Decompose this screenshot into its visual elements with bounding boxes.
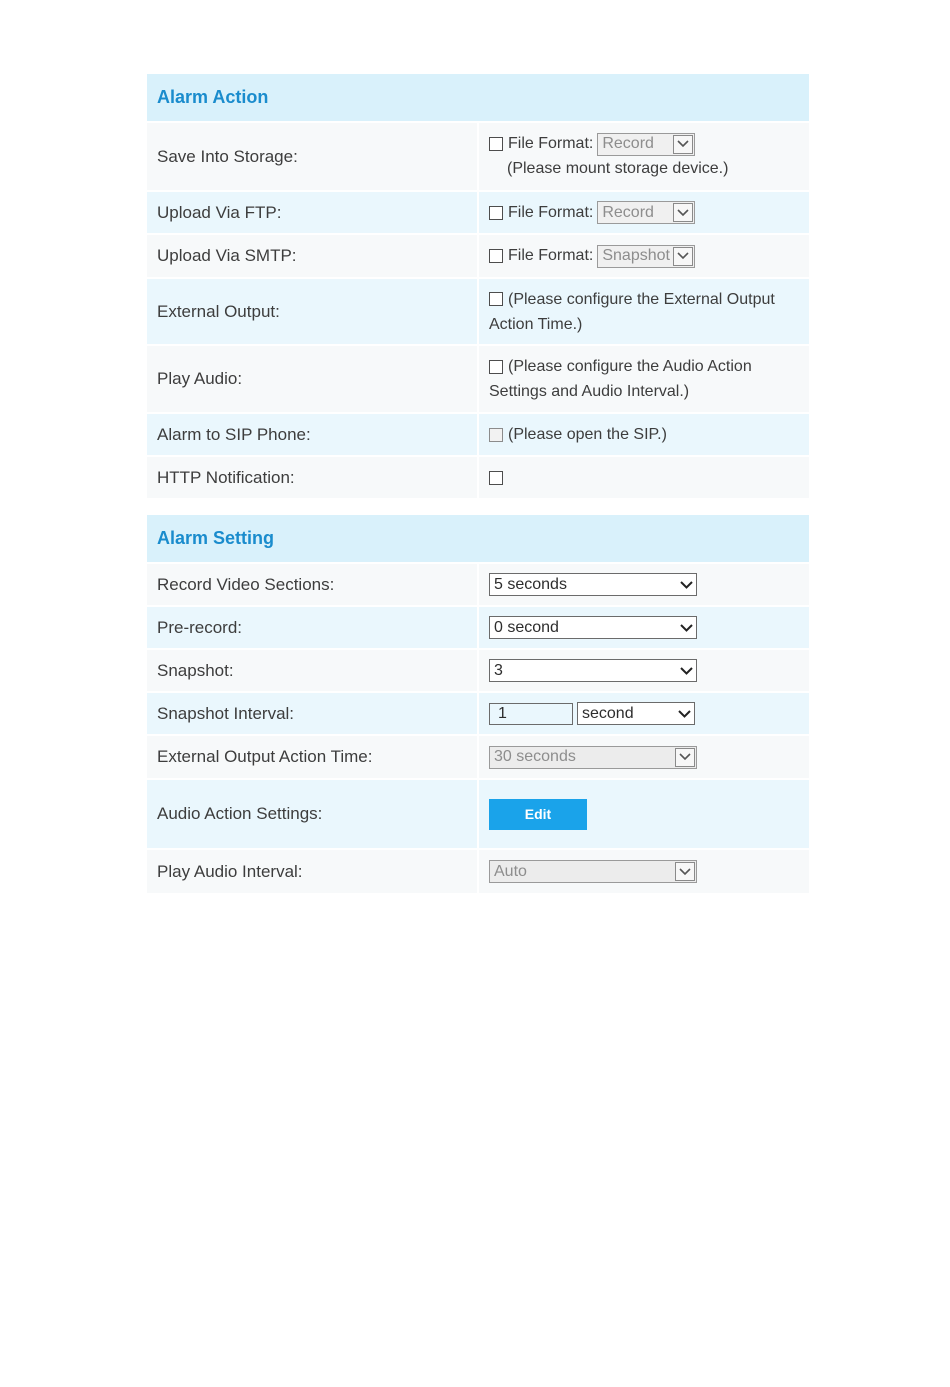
play-audio-interval-row [147,850,809,893]
record-video-sections-label: Record Video Sections: [147,564,477,605]
alarm-action-title: Alarm Action [147,74,809,121]
upload-smtp-label: Upload Via SMTP: [147,235,477,277]
sip-phone-label: Alarm to SIP Phone: [147,414,477,455]
snapshot-interval-input[interactable]: 1 [489,703,573,725]
external-output-action-time-row [147,736,809,778]
alarm-action-panel [147,74,809,500]
snapshot-label: Snapshot: [147,650,477,691]
upload-smtp-row [147,235,809,277]
audio-action-settings-row [147,780,809,848]
upload-ftp-row [147,192,809,233]
chevron-down-icon [673,247,693,266]
pre-record-label: Pre-record: [147,607,477,648]
play-audio-row [147,346,809,412]
record-video-sections-row [147,564,809,605]
snapshot-select[interactable]: 3 [489,659,697,682]
chevron-down-icon [676,667,696,675]
chevron-down-icon [673,135,693,154]
alarm-setting-title: Alarm Setting [147,515,809,562]
chevron-down-icon [675,862,695,881]
pre-record-row [147,607,809,648]
http-notification-label: HTTP Notification: [147,457,477,498]
play-audio-note-line2: Settings and Audio Interval.) [489,383,690,400]
external-output-label: External Output: [147,279,477,344]
chevron-down-icon [675,748,695,767]
external-output-action-time-label: External Output Action Time: [147,736,477,778]
http-notification-checkbox[interactable] [489,471,503,485]
save-storage-checkbox[interactable] [489,137,503,151]
upload-ftp-label: Upload Via FTP: [147,192,477,233]
play-audio-checkbox[interactable] [489,360,503,374]
external-output-note-line2: Action Time.) [489,315,583,333]
save-storage-note: (Please mount storage device.) [507,159,729,177]
sip-phone-row [147,414,809,455]
external-output-checkbox[interactable] [489,292,503,306]
sip-phone-checkbox[interactable] [489,428,503,442]
snapshot-interval-row [147,693,809,734]
save-storage-format-select[interactable]: Record [597,133,695,156]
audio-action-settings-label: Audio Action Settings: [147,780,477,848]
snapshot-interval-label: Snapshot Interval: [147,693,477,734]
chevron-down-icon [676,581,696,589]
file-format-label: File Format: [508,247,594,264]
save-storage-label: Save Into Storage: [147,123,477,190]
snapshot-row [147,650,809,691]
snapshot-interval-unit-select[interactable]: second [577,702,695,725]
external-output-action-time-select[interactable]: 30 seconds [489,746,697,769]
external-output-row [147,279,809,344]
play-audio-label: Play Audio: [147,346,477,412]
upload-smtp-format-select[interactable]: Snapshot [597,245,695,268]
sip-phone-note: (Please open the SIP.) [508,426,667,443]
file-format-label: File Format: [508,135,594,152]
pre-record-select[interactable]: 0 second [489,616,697,639]
file-format-label: File Format: [508,203,594,221]
play-audio-interval-label: Play Audio Interval: [147,850,477,893]
play-audio-interval-select[interactable]: Auto [489,860,697,883]
chevron-down-icon [676,624,696,632]
upload-ftp-checkbox[interactable] [489,206,503,220]
alarm-setting-panel [147,515,809,895]
chevron-down-icon [673,203,693,222]
save-storage-row [147,123,809,190]
edit-button[interactable]: Edit [489,799,587,830]
upload-ftp-format-select[interactable]: Record [597,201,695,224]
upload-smtp-checkbox[interactable] [489,249,503,263]
chevron-down-icon [674,710,694,718]
http-notification-row [147,457,809,498]
play-audio-note-line1: (Please configure the Audio Action [508,358,752,375]
external-output-note-line1: (Please configure the External Output [508,290,775,308]
record-video-sections-select[interactable]: 5 seconds [489,573,697,596]
